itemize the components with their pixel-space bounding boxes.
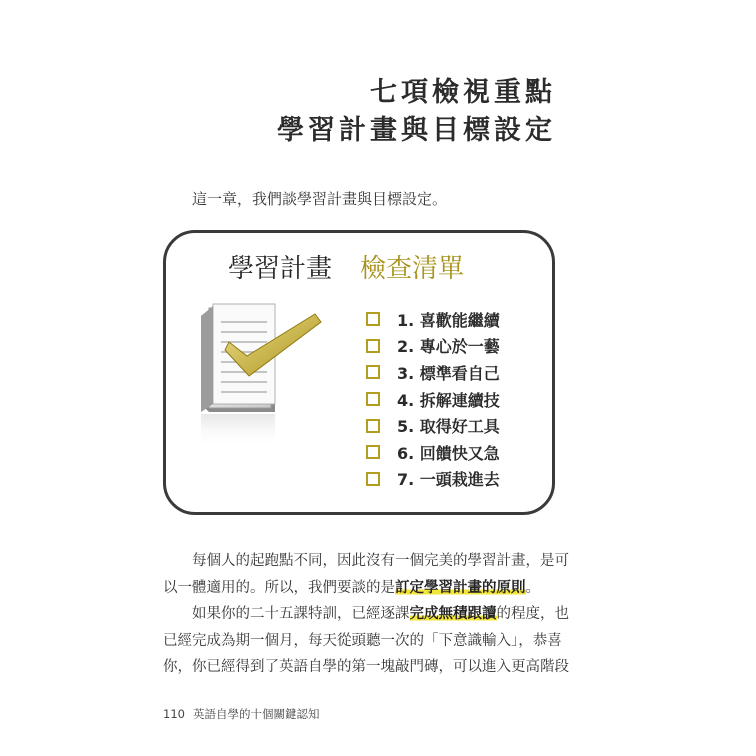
checkbox-icon [366, 472, 380, 486]
checklist-card-title [228, 248, 536, 285]
intro-paragraph: 這一章，我們談學習計畫與目標設定。 [192, 190, 448, 208]
body-text-span: 以一體適用的。所以，我們要談的是 [163, 579, 395, 596]
page-footer [163, 706, 319, 722]
page-number: 110 [163, 707, 185, 721]
highlighted-text: 完成無積跟讀 [409, 605, 497, 622]
body-line: 已經完成為期一個月，每天從頭聽一次的「下意識輸入」，恭喜 [163, 632, 562, 649]
checklist-item-label: 6. 回饋快又急 [397, 443, 500, 463]
book-title: 英語自學的十個關鍵認知 [192, 707, 320, 721]
chapter-title-line1: 七項檢視重點 [370, 77, 556, 108]
body-line: 你，你已經得到了英語自學的第一塊敲門磚，可以進入更高階段 [163, 659, 569, 675]
body-line: 每個人的起跑點不同，因此沒有一個完美的學習計畫，是可 [192, 553, 569, 569]
card-title-main: 學習計畫 [228, 254, 333, 284]
checkbox-icon [366, 339, 380, 353]
body-text-span: 的程度，也 [496, 606, 569, 622]
checklist-item [366, 466, 500, 493]
checkbox-icon [366, 312, 380, 326]
checkbox-icon [366, 392, 380, 406]
checklist-item [366, 412, 500, 439]
body-text-span: 。 [525, 579, 540, 596]
checklist-item-label: 5. 取得好工具 [397, 417, 500, 437]
checklist-item [366, 386, 500, 413]
checklist-item [366, 359, 500, 386]
checklist [366, 306, 500, 492]
body-line [163, 601, 569, 628]
checklist-item [366, 333, 500, 360]
card-title-accent: 檢查清單 [360, 254, 465, 284]
checklist-item-label: 2. 專心於一藝 [397, 337, 500, 357]
body-text-span: 如果你的二十五課特訓，已經逐課 [192, 606, 410, 622]
checkbox-icon [366, 365, 380, 379]
checklist-item-label: 3. 標準看自己 [397, 363, 500, 383]
checklist-item [366, 306, 500, 333]
checklist-item-label: 4. 拆解連續技 [397, 390, 500, 410]
checklist-item [366, 439, 500, 466]
body-line [163, 575, 558, 602]
checklist-item-label: 7. 一頭栽進去 [397, 470, 500, 490]
highlighted-text: 訂定學習計畫的原則 [395, 578, 526, 596]
checklist-item-label: 1. 喜歡能繼續 [397, 310, 500, 330]
clipboard-checkmark-icon [195, 300, 325, 450]
body-text [163, 548, 569, 681]
checkbox-icon [366, 419, 380, 433]
checkbox-icon [366, 445, 380, 459]
chapter-title-line2: 學習計畫與目標設定 [277, 115, 556, 146]
